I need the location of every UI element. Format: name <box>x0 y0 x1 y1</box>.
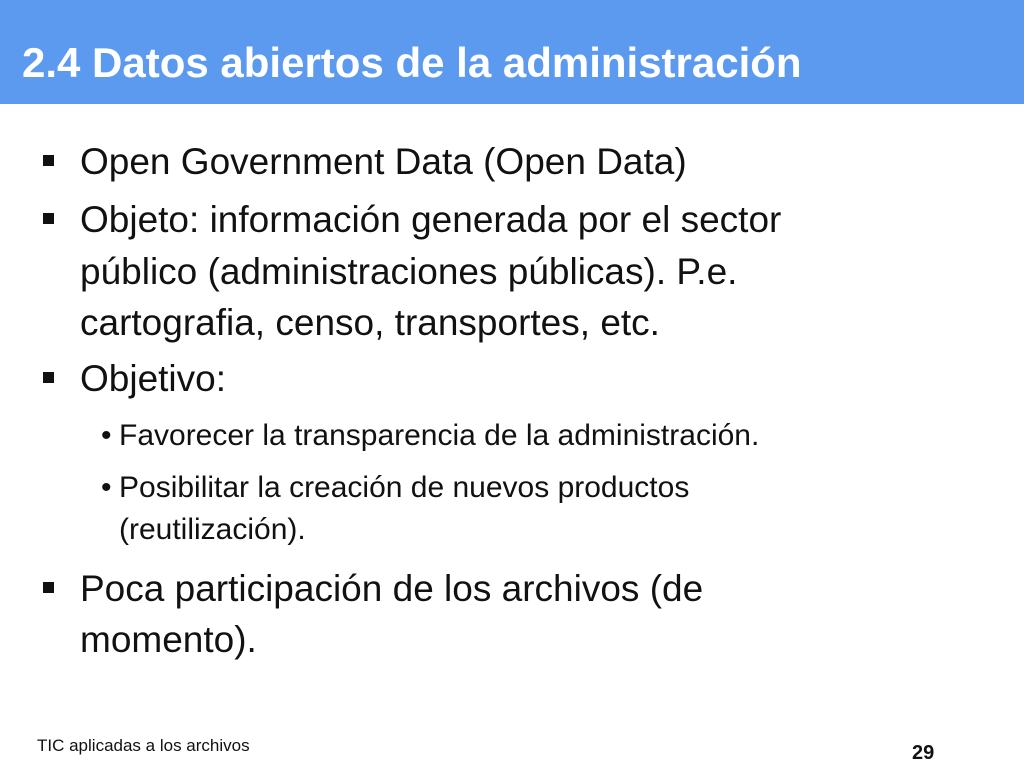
subitem-1-line-1: Favorecer la transparencia de la administración. <box>119 419 760 452</box>
footer-text: TIC aplicadas a los archivos <box>37 736 250 755</box>
dot-bullet-icon: • <box>101 419 112 452</box>
square-bullet-icon <box>43 213 54 224</box>
square-bullet-icon <box>43 582 54 593</box>
slide-title: 2.4 Datos abiertos de la administración <box>22 39 802 86</box>
square-bullet-icon <box>43 372 54 383</box>
subitem-2-line-2: (reutilización). <box>119 513 306 546</box>
bullet-4-line-1: Poca participación de los archivos (de <box>80 568 704 609</box>
bullet-3-line-1: Objetivo: <box>80 358 227 399</box>
bullet-1-line-1: Open Government Data (Open Data) <box>80 141 687 182</box>
dot-bullet-icon: • <box>101 471 112 504</box>
page-number: 29 <box>912 742 935 764</box>
subitem-2-line-1: Posibilitar la creación de nuevos productos <box>119 471 690 504</box>
bullet-2-line-3: cartografia, censo, transportes, etc. <box>80 302 660 343</box>
square-bullet-icon <box>43 155 54 166</box>
bullet-4-line-2: momento). <box>80 619 257 660</box>
bullet-2-line-2: público (administraciones públicas). P.e. <box>80 251 738 292</box>
bullet-2-line-1: Objeto: información generada por el sector <box>80 199 782 240</box>
